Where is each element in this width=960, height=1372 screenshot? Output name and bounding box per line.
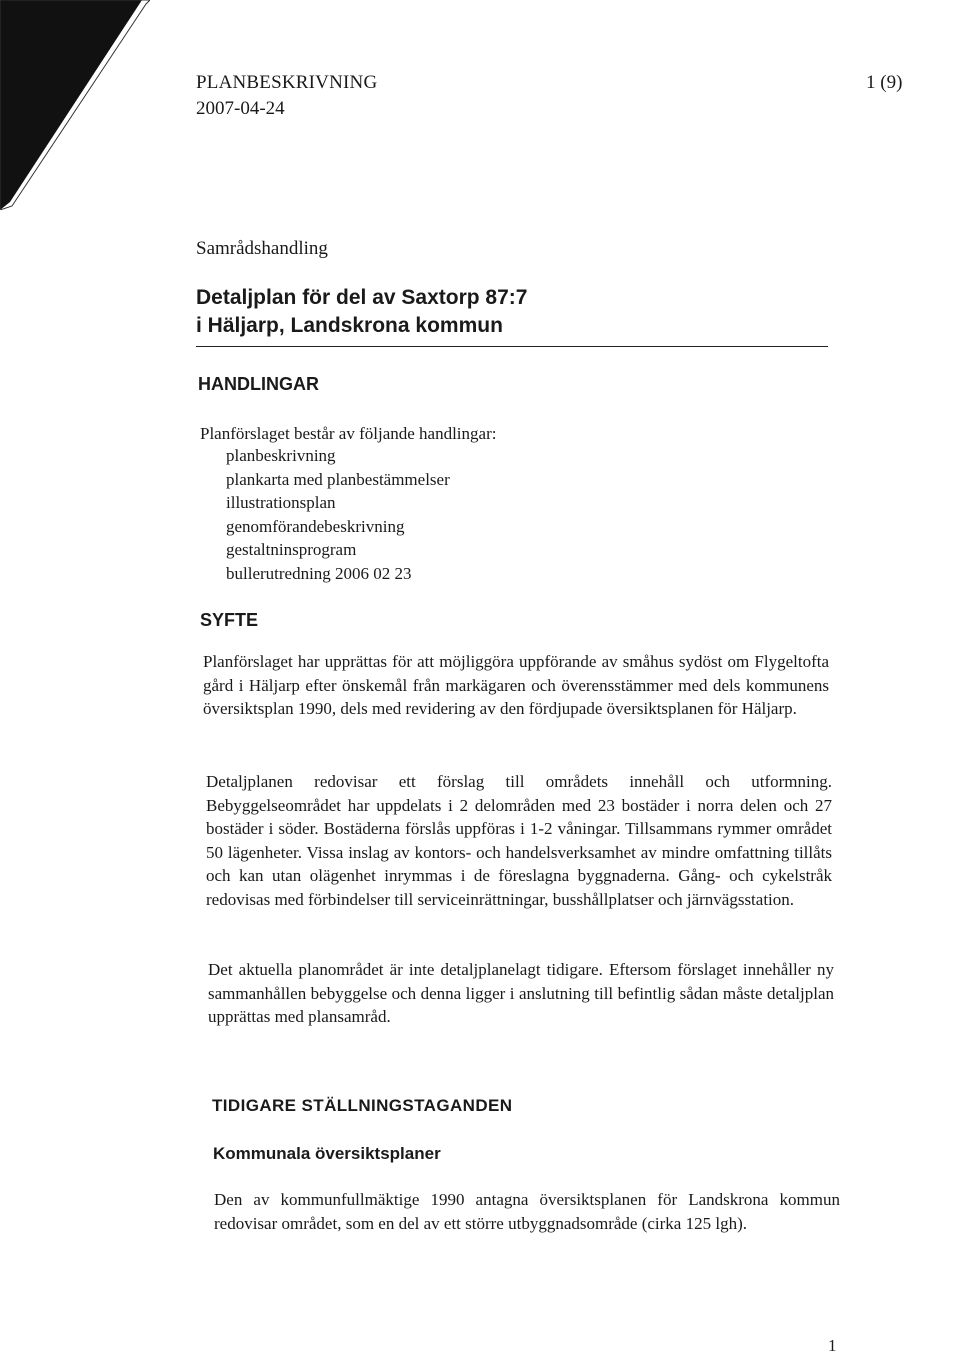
list-item: plankarta med planbestämmelser xyxy=(226,469,450,489)
syfte-paragraph-3: Det aktuella planområdet är inte detaljplanelagt tidigare. Eftersom förslaget innehåller ny sammanhållen bebyggelse och denna ligger i anslutning till befintlig sådan måste detaljplan upprättas med plansamråd. xyxy=(208,960,834,1026)
section-heading-handlingar: HANDLINGAR xyxy=(198,374,319,394)
list-item: bullerutredning 2006 02 23 xyxy=(226,563,412,583)
syfte-paragraph-2: Detaljplanen redovisar ett förslag till områdets innehåll och utformning. Bebyggelseområdet har uppdelats i 2 delområden med 23 bostäder i norra delen och 27 bostäder i söder. Bostäderna förslås uppföras i 1-2 våningar. Tillsammans rymmer området 50 lägenheter. Vissa inslag av kontors- och handelsverksamhet av mindre omfattning tillåts och kan utan olägenhet inrymmas i de föreslagna byggnaderna. Gång- och cykelstråk redovisas med förbindelser till serviceinrättningar, busshållplatser och järnvägsstation. xyxy=(206,772,832,909)
list-item: planbeskrivning xyxy=(226,446,336,465)
section-heading-syfte: SYFTE xyxy=(200,610,259,630)
handlingar-intro: Planförslaget består av följande handlingar: xyxy=(200,424,497,443)
title-divider xyxy=(196,346,828,347)
list-item: gestaltninsprogram xyxy=(226,540,357,559)
syfte-paragraph-1: Planförslaget har upprättas för att möjliggöra uppförande av småhus sydöst om Flygeltofta gård i Häljarp efter önskemål från markägaren och överensstämmer med dels kommunens översiktsplan 1990, dels med revidering av den fördjupade översiktsplanen för Häljarp. xyxy=(203,652,829,718)
title-line-1: Detaljplan för del av Saxtorp 87:7 xyxy=(196,286,528,309)
doc-date: 2007-04-24 xyxy=(196,98,285,119)
title-line-2: i Häljarp, Landskrona kommun xyxy=(196,314,503,337)
kommunala-paragraph: Den av kommunfullmäktige 1990 antagna översiktsplanen för Landskrona kommun redovisar området, som en del av ett större utbyggnadsområde (cirka 125 lgh). xyxy=(214,1190,840,1233)
section-heading-tidigare: TIDIGARE STÄLLNINGSTAGANDEN xyxy=(212,1096,513,1115)
page-title xyxy=(196,284,828,340)
footer-page-number: 1 xyxy=(828,1336,837,1355)
handlingar-list xyxy=(226,444,450,585)
doc-type: PLANBESKRIVNING xyxy=(196,72,378,93)
list-item: genomförandebeskrivning xyxy=(226,516,405,536)
page-indicator: 1 (9) xyxy=(866,72,903,93)
subheading-kommunala: Kommunala översiktsplaner xyxy=(213,1144,441,1163)
scan-corner-shadow xyxy=(0,0,150,210)
document-status: Samrådshandling xyxy=(196,238,328,259)
list-item: illustrationsplan xyxy=(226,493,336,512)
